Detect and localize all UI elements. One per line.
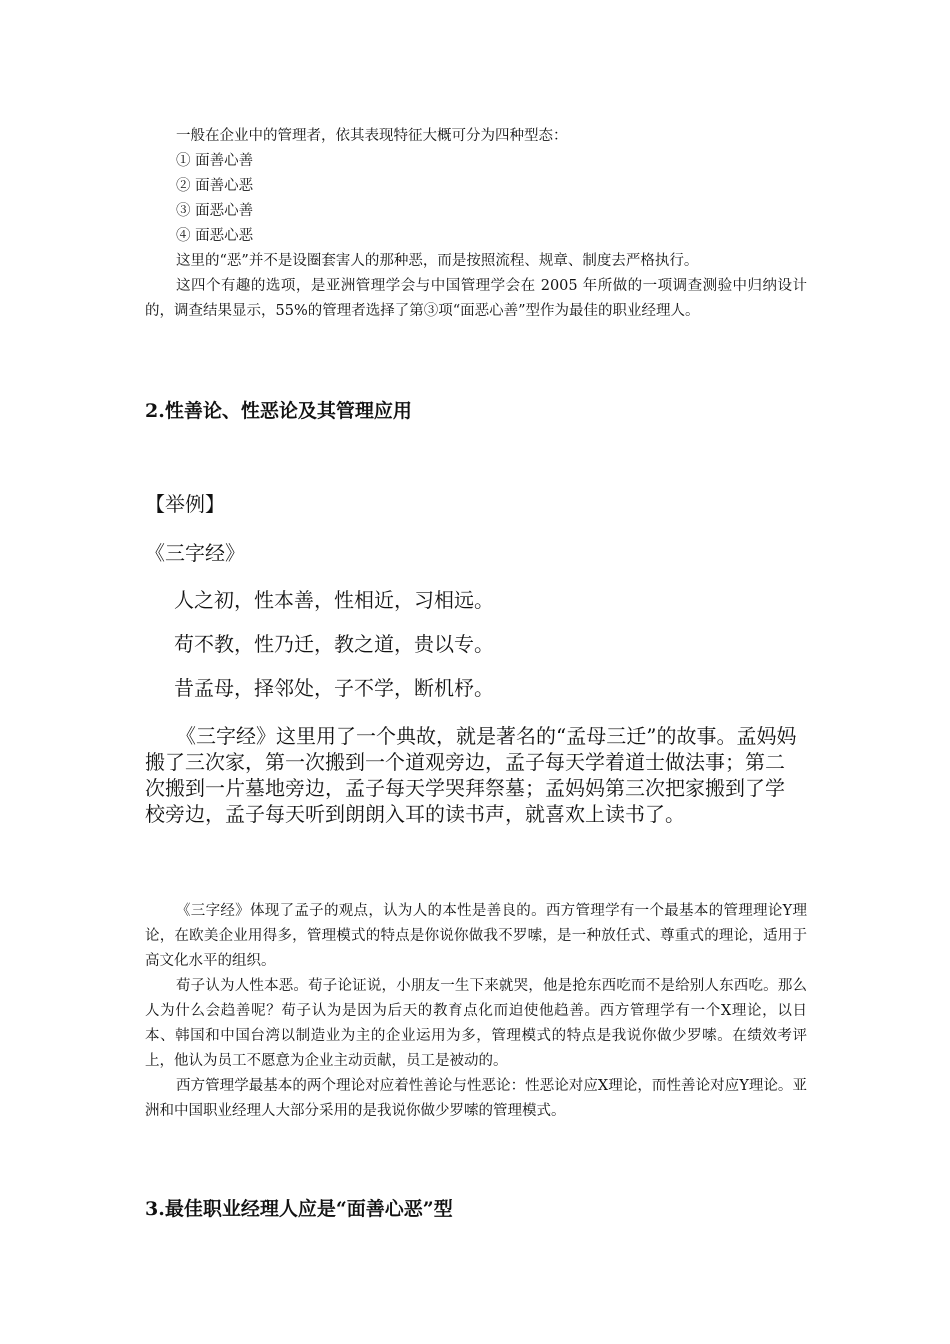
type-item-2: ② 面善心恶 <box>176 178 254 194</box>
example-label: 【举例】 <box>145 492 225 516</box>
verse-line-2: 苟不教，性乃迁，教之道，贵以专。 <box>174 632 494 656</box>
story-block <box>145 723 797 827</box>
evil-definition-note: 这里的“恶”并不是设圈套害人的那种恶，而是按照流程、规章、制度去严格执行。 <box>176 253 699 269</box>
book-title: 《三字经》 <box>145 541 245 565</box>
manager-types-section <box>145 124 807 324</box>
theory-y-paragraph: 《三字经》体现了孟子的观点，认为人的本性是善良的。西方管理学有一个最基本的管理理论Y理论，在欧美企业用得多，管理模式的特点是你说你做我不罗嗦，是一种放任式、尊重式的理论，适用于高文化水平的组织。 <box>145 903 807 969</box>
section-heading-2: 2.性善论、性恶论及其管理应用 <box>145 400 412 422</box>
verse-line-3: 昔孟母，择邻处，子不学，断机杼。 <box>174 676 494 700</box>
verses-block <box>145 586 807 702</box>
verse-line-1: 人之初，性本善，性相近，习相远。 <box>174 588 494 612</box>
types-intro: 一般在企业中的管理者，依其表现特征大概可分为四种型态： <box>176 128 568 144</box>
type-item-3: ③ 面恶心善 <box>176 203 254 219</box>
mencius-mother-story: 《三字经》这里用了一个典故，就是著名的“孟母三迁”的故事。孟妈妈搬了三次家，第一次搬到一个道观旁边，孟子每天学着道士做法事；第二次搬到一片墓地旁边，孟子每天学哭拜祭墓；孟妈妈第三次把家搬到了学校旁边，孟子每天听到朗朗入耳的读书声，就喜欢上读书了。 <box>145 724 797 826</box>
theory-summary-paragraph: 西方管理学最基本的两个理论对应着性善论与性恶论：性恶论对应X理论，而性善论对应Y理论。亚洲和中国职业经理人大部分采用的是我说你做少罗嗦的管理模式。 <box>145 1078 807 1119</box>
theory-x-paragraph: 荀子认为人性本恶。荀子论证说，小朋友一生下来就哭，他是抢东西吃而不是给别人东西吃。那么人为什么会趋善呢？荀子认为是因为后天的教育点化而迫使他趋善。西方管理学有一个X理论，以日本、韩国和中国台湾以制造业为主的企业运用为多，管理模式的特点是我说你做少罗嗦。在绩效考评上，他认为员工不愿意为企业主动贡献，员工是被动的。 <box>145 978 807 1069</box>
section-heading-3: 3.最佳职业经理人应是“面善心恶”型 <box>145 1198 453 1220</box>
survey-paragraph: 这四个有趣的选项，是亚洲管理学会与中国管理学会在 2005 年所做的一项调查测验中归纳设计的，调查结果显示，55%的管理者选择了第③项“面恶心善”型作为最佳的职业经理人。 <box>145 278 807 319</box>
type-item-4: ④ 面恶心恶 <box>176 228 254 244</box>
theory-section <box>145 899 807 1124</box>
type-item-1: ① 面善心善 <box>176 153 254 169</box>
